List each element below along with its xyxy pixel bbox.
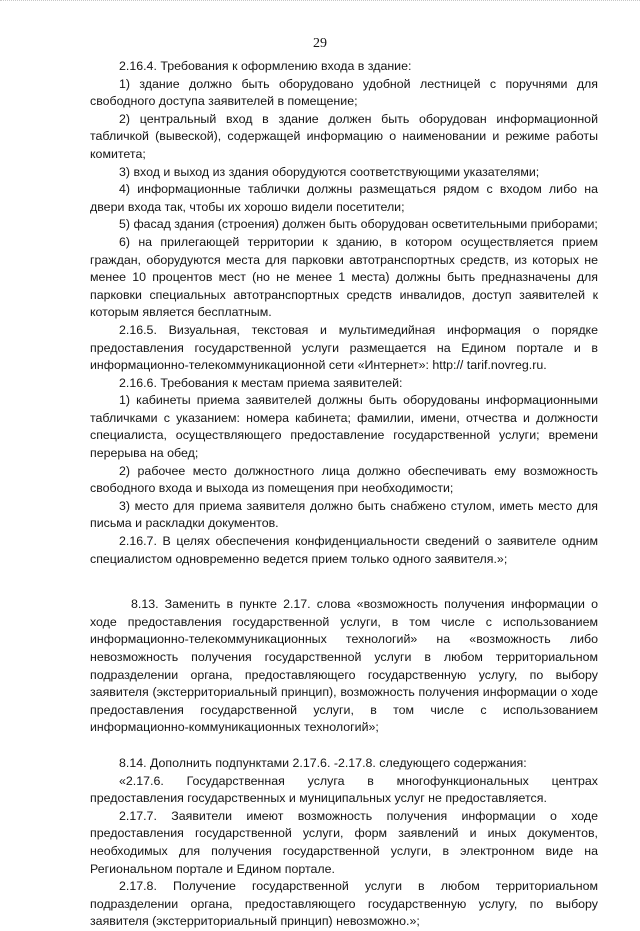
list-item-3: 3) место для приема заявителя должно быть снабжено стулом, иметь место для письма и раскладки документов. — [90, 498, 598, 531]
paragraph-2-16-6: 2.16.6. Требования к местам приема заявителей: — [119, 375, 403, 390]
paragraph-2-16-5: 2.16.5. Визуальная, текстовая и мультимедийная информация о порядке предоставления государственной услуги размещается на Едином портале и в информационно-телекоммуникационной сети «Интернет»: http:// tarif.novreg.ru. — [90, 322, 598, 373]
scan-edge — [0, 0, 640, 9]
spacer — [90, 568, 598, 596]
paragraph-8-13: 8.13. Заменить в пункте 2.17. слова «возможность получения информации о ходе предоставления государственной услуги, в том числе с использованием информационно-телекоммуникационных технологий» на «возможность либо невозможность получения государственной услуги в любом территориальном подразделении органа, предоставляющего государственную услугу, по выбору заявителя (экстерриториальный принцип), возможность получения информации о ходе предоставления государственной услуги, в том числе с использованием информационно-коммуникационных технологий»; — [90, 597, 598, 735]
paragraph-2-17-7: 2.17.7. Заявители имеют возможность получения информации о ходе предоставления государственной услуги, форм заявлений и иных документов, необходимых для получения государственной услуги, в электронном виде на Региональном портале и Едином портале. — [90, 808, 598, 876]
paragraph-2-17-8: 2.17.8. Получение государственной услуги в любом территориальном подразделении органа, предоставляющего государственную услугу, по выбору заявителя (экстерриториальный принцип) невозможно.»; — [90, 879, 598, 929]
paragraph-2-16-4: 2.16.4. Требования к оформлению входа в здание: — [119, 59, 412, 73]
list-item-1: 1) кабинеты приема заявителей должны быть оборудованы информационными табличками с указанием: номера кабинета; фамилии, имени, отчества и должности специалиста, осуществляющего предоставление государственной услуги; времени перерыва на обед; — [90, 393, 598, 461]
list-item-5: 5) фасад здания (строения) должен быть оборудован осветительными приборами; — [119, 217, 598, 232]
list-item-3: 3) вход и выход из здания оборудуются соответствующими указателями; — [119, 164, 540, 179]
page-number: 29 — [313, 36, 327, 51]
list-item-4: 4) информационные таблички должны размещаться рядом с входом либо на двери входа так, чтобы их хорошо видели посетители; — [90, 182, 598, 214]
paragraph-8-14: 8.14. Дополнить подпунктами 2.17.6. -2.17.8. следующего содержания: — [119, 755, 527, 770]
paragraph-2-17-6: «2.17.6. Государственная услуга в многофункциональных центрах предоставления государственных и муниципальных услуг не предоставляется. — [90, 773, 598, 806]
list-item-2: 2) рабочее место должностного лица должно обеспечивать ему возможность свободного входа и выхода из помещения при необходимости; — [90, 463, 598, 496]
spacer — [90, 737, 598, 755]
document-body — [90, 58, 598, 931]
list-item-2: 2) центральный вход в здание должен быть оборудован информационной табличкой (вывеской), содержащей информацию о наименовании и режиме работы комитета; — [90, 111, 598, 161]
list-item-6: 6) на прилегающей территории к зданию, в котором осуществляется прием граждан, оборудуются места для парковки автотранспортных средств, из которых не менее 10 процентов мест (но не менее 1 места) должны быть предназначены для парковки специальных автотранспортных средств инвалидов, доступ заявителей к которым является бесплатным. — [90, 234, 598, 320]
list-item-1: 1) здание должно быть оборудовано удобной лестницей с поручнями для свободного доступа заявителей в помещение; — [90, 76, 598, 109]
paragraph-2-16-7: 2.16.7. В целях обеспечения конфиденциальности сведений о заявителе одним специалистом одновременно ведется прием только одного заявителя.»; — [90, 534, 598, 566]
